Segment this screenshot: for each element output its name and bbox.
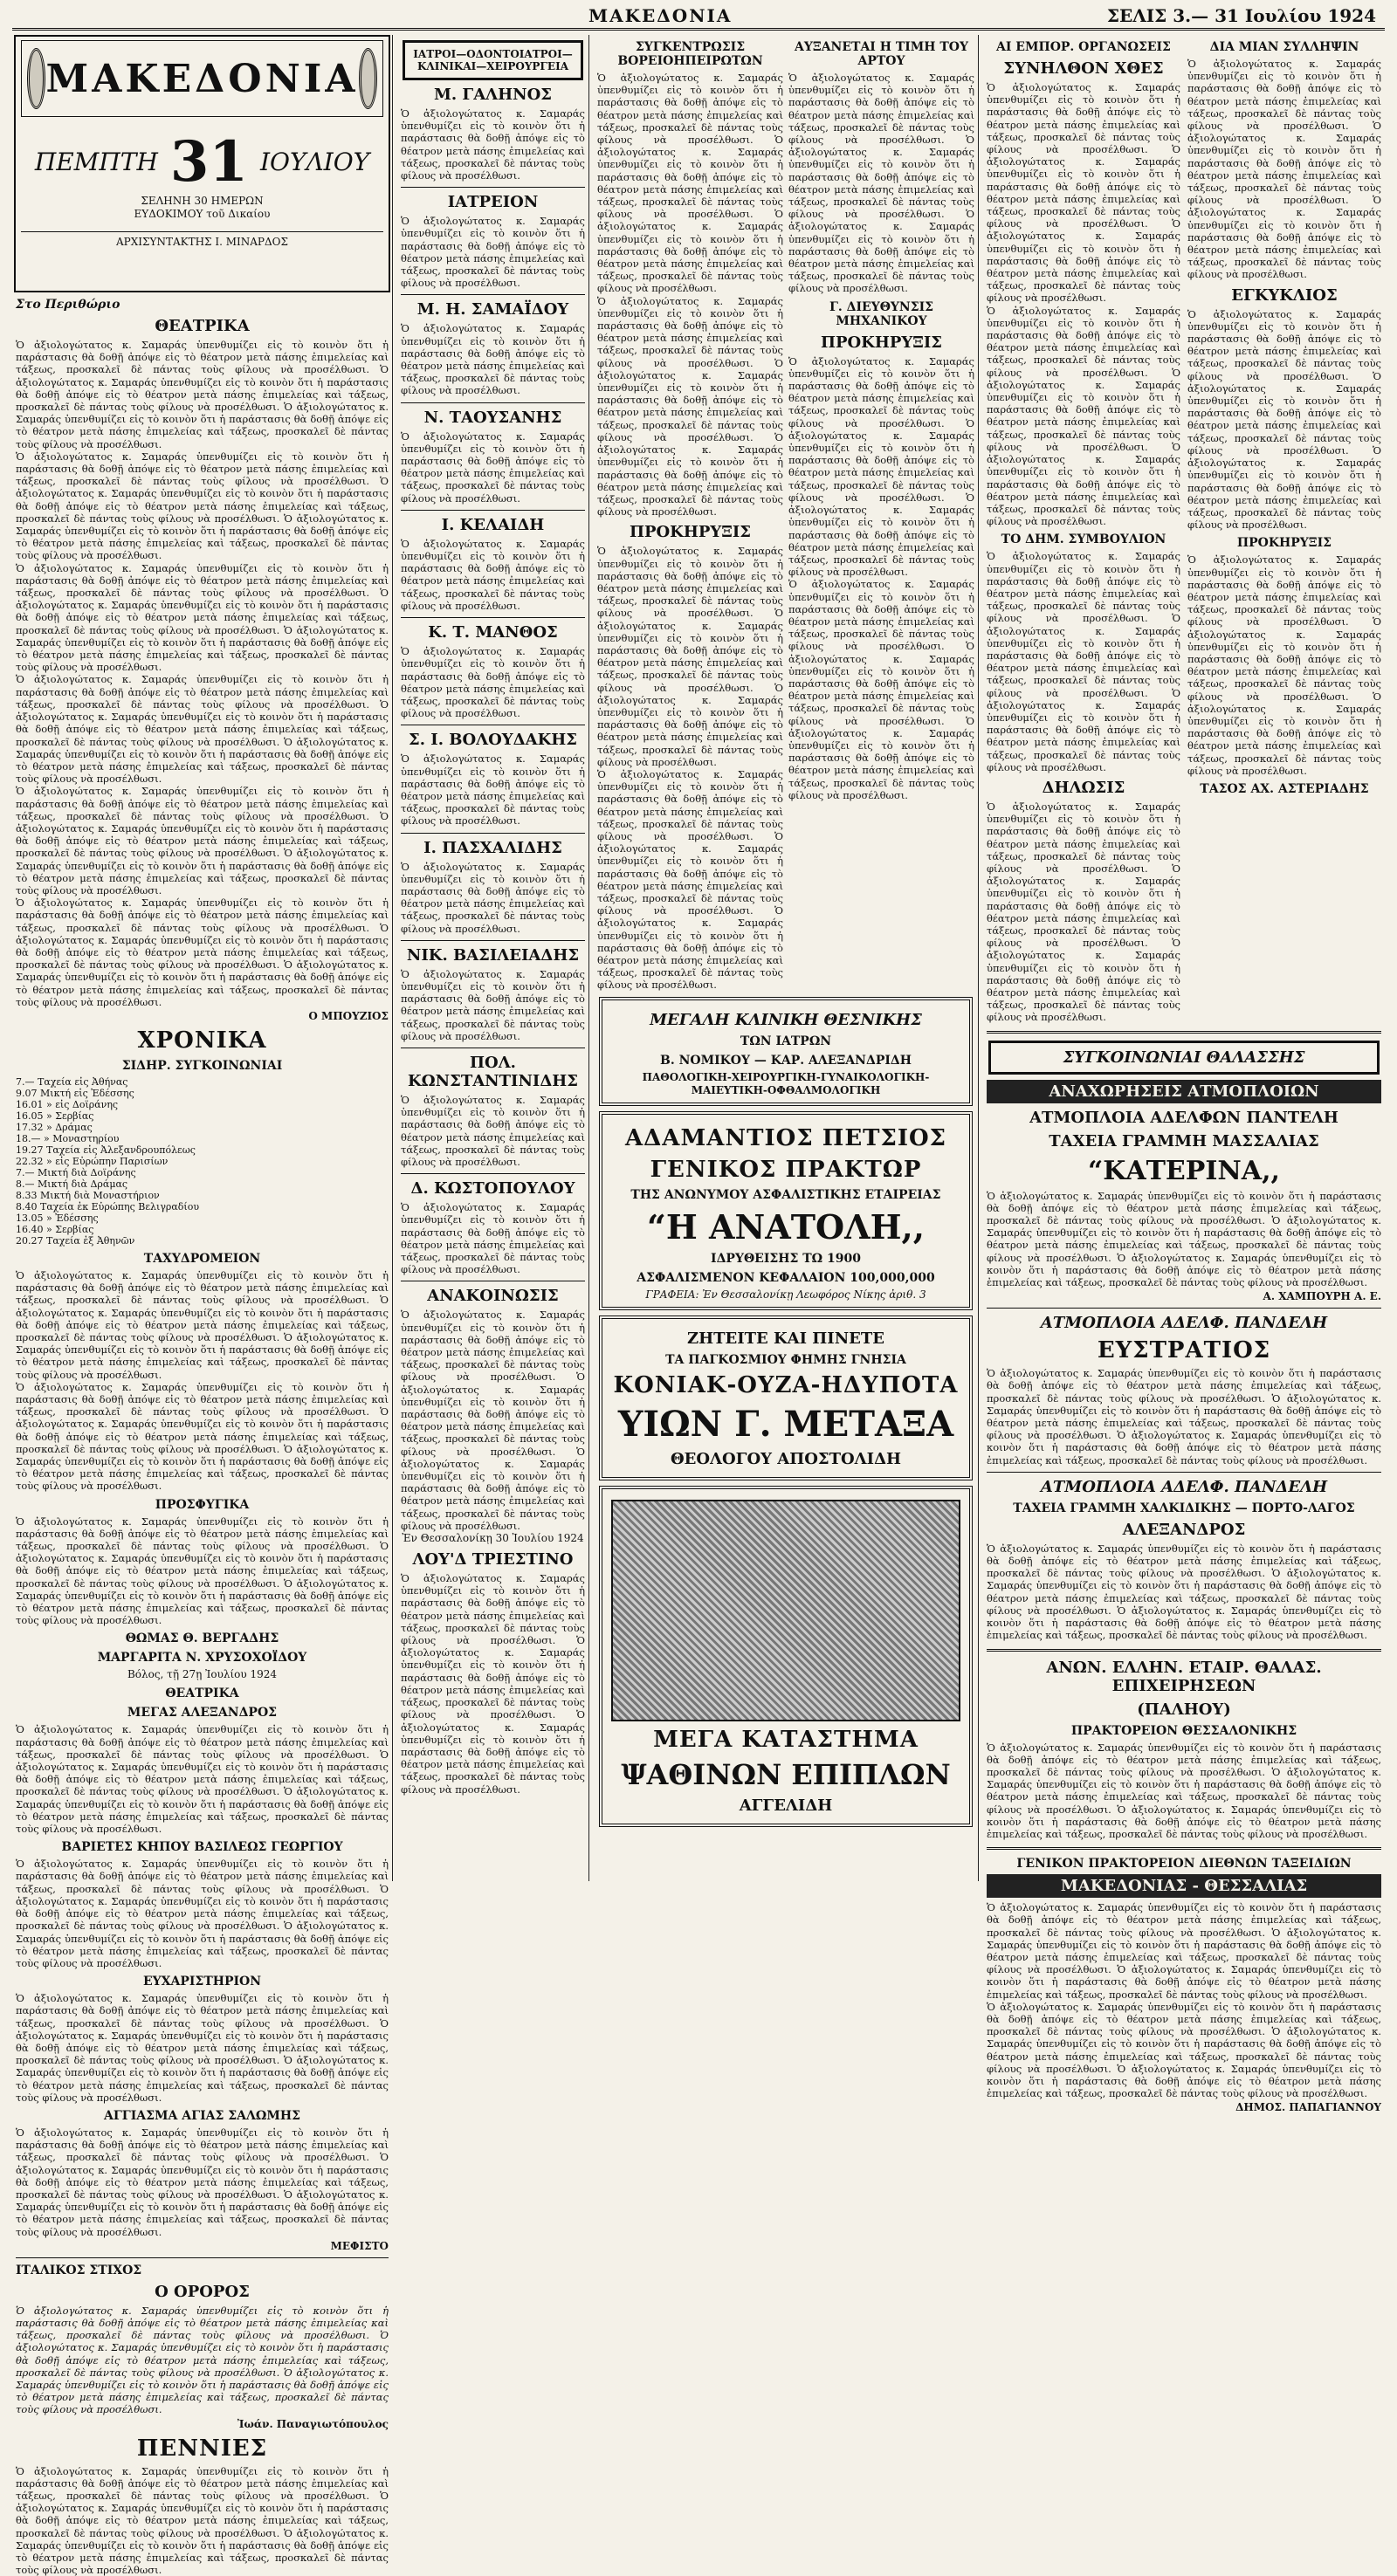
article-body: Ὁ ἀξιολογώτατος κ. Σαμαράς ὑπενθυμίζει εἰς τὸ κοινὸν ὅτι ἡ παράστασις θὰ δοθῇ ἀπόψε εἰς τὸ θέατρον μετὰ πάσης ἐπιμελείας καὶ τάξεως, προσκαλεῖ δὲ πάντας τοὺς φίλους νὰ προσέλθωσι. Ὁ ἀξιολογώτατος κ. Σαμαράς ὑπενθυμίζει εἰς τὸ κοινὸν ὅτι ἡ παράστασις θὰ δοθῇ ἀπόψε εἰς τὸ θέατρον μετὰ πάσης ἐπιμελείας καὶ τάξεως, προσκαλεῖ δὲ πάντας τοὺς φίλους νὰ προσέλθωσι. Ὁ ἀξιολογώτατος κ. Σαμαράς ὑπενθυμίζει εἰς τὸ κοινὸν ὅτι ἡ παράστασις θὰ δοθῇ ἀπόψε εἰς τὸ θέατρον μετὰ πάσης ἐπιμελείας καὶ τάξεως, προσκαλεῖ δὲ πάντας τοὺς φίλους νὰ προσέλθωσι.	[987, 1901, 1381, 2001]
article-body: Ὁ ἀξιολογώτατος κ. Σαμαράς ὑπενθυμίζει εἰς τὸ κοινὸν ὅτι ἡ παράστασις θὰ δοθῇ ἀπόψε εἰς τὸ θέατρον μετὰ πάσης ἐπιμελείας καὶ τάξεως, προσκαλεῖ δὲ πάντας τοὺς φίλους νὰ προσέλθωσι. Ὁ ἀξιολογώτατος κ. Σαμαράς ὑπενθυμίζει εἰς τὸ κοινὸν ὅτι ἡ παράστασις θὰ δοθῇ ἀπόψε εἰς τὸ θέατρον μετὰ πάσης ἐπιμελείας καὶ τάξεως, προσκαλεῖ δὲ πάντας τοὺς φίλους νὰ προσέλθωσι. Ὁ ἀξιολογώτατος κ. Σαμαράς ὑπενθυμίζει εἰς τὸ κοινὸν ὅτι ἡ παράστασις θὰ δοθῇ ἀπόψε εἰς τὸ θέατρον μετὰ πάσης ἐπιμελείας καὶ τάξεως, προσκαλεῖ δὲ πάντας τοὺς φίλους νὰ προσέλθωσι.	[987, 81, 1180, 305]
article-body: Ὁ ἀξιολογώτατος κ. Σαμαράς ὑπενθυμίζει εἰς τὸ κοινὸν ὅτι ἡ παράστασις θὰ δοθῇ ἀπόψε εἰς τὸ θέατρον μετὰ πάσης ἐπιμελείας καὶ τάξεως, προσκαλεῖ δὲ πάντας τοὺς φίλους νὰ προσέλθωσι. Ὁ ἀξιολογώτατος κ. Σαμαράς ὑπενθυμίζει εἰς τὸ κοινὸν ὅτι ἡ παράστασις θὰ δοθῇ ἀπόψε εἰς τὸ θέατρον μετὰ πάσης ἐπιμελείας καὶ τάξεως, προσκαλεῖ δὲ πάντας τοὺς φίλους νὰ προσέλθωσι. Ὁ ἀξιολογώτατος κ. Σαμαράς ὑπενθυμίζει εἰς τὸ κοινὸν ὅτι ἡ παράστασις θὰ δοθῇ ἀπόψε εἰς τὸ θέατρον μετὰ πάσης ἐπιμελείας καὶ τάξεως, προσκαλεῖ δὲ πάντας τοὺς φίλους νὰ προσέλθωσι.	[788, 354, 974, 579]
article-body: Ὁ ἀξιολογώτατος κ. Σαμαράς ὑπενθυμίζει εἰς τὸ κοινὸν ὅτι ἡ παράστασις θὰ δοθῇ ἀπόψε εἰς τὸ θέατρον μετὰ πάσης ἐπιμελείας καὶ τάξεως, προσκαλεῖ δὲ πάντας τοὺς φίλους νὰ προσέλθωσι. Ὁ ἀξιολογώτατος κ. Σαμαράς ὑπενθυμίζει εἰς τὸ κοινὸν ὅτι ἡ παράστασις θὰ δοθῇ ἀπόψε εἰς τὸ θέατρον μετὰ πάσης ἐπιμελείας καὶ τάξεως, προσκαλεῖ δὲ πάντας τοὺς φίλους νὰ προσέλθωσι. Ὁ ἀξιολογώτατος κ. Σαμαράς ὑπενθυμίζει εἰς τὸ κοινὸν ὅτι ἡ παράστασις θὰ δοθῇ ἀπόψε εἰς τὸ θέατρον μετὰ πάσης ἐπιμελείας καὶ τάξεως, προσκαλεῖ δὲ πάντας τοὺς φίλους νὰ προσέλθωσι.	[16, 2126, 389, 2238]
prok-heading: ΠΡΟΚΗΡΥΞΙΣ	[1236, 536, 1332, 551]
metaxa-top: ΖΗΤΕΙΤΕ ΚΑΙ ΠΙΝΕΤΕ	[686, 1329, 885, 1348]
ship-line: ΤΑΧΕΙΑ ΓΡΑΜΜΗ ΧΑΛΚΙΔΙΚΗΣ — ΠΟΡΤΟ-ΛΑΓΟΣ	[1013, 1501, 1355, 1515]
rail-heading: ΣΙΔΗΡ. ΣΥΓΚΟΙΝΩΝΙΑΙ	[121, 1058, 283, 1073]
metaxa-products: ΚΟΝΙΑΚ-ΟΥΖΑ-ΗΔΥΠΟΤΑ	[613, 1371, 959, 1398]
rail-row: 8.40 Ταχεία ἐκ Εὐρώπης Βελιγραδίου	[16, 1200, 200, 1212]
header-masthead: ΜΑΚΕΔΟΝΙΑ	[588, 5, 733, 26]
rail-row: 19.27 Ταχεία εἰς Ἀλεξανδρουπόλεως	[16, 1144, 196, 1156]
column-3	[594, 35, 979, 1881]
doctor-name: Ν. ΤΑΟΥΣΑΝΗΣ	[423, 408, 562, 427]
doctor-name: Ι. ΠΑΣΧΑΛΙΔΗΣ	[423, 838, 562, 857]
article-body: Ὁ ἀξιολογώτατος κ. Σαμαράς ὑπενθυμίζει εἰς τὸ κοινὸν ὅτι ἡ παράστασις θὰ δοθῇ ἀπόψε εἰς τὸ θέατρον μετὰ πάσης ἐπιμελείας καὶ τάξεως, προσκαλεῖ δὲ πάντας τοὺς φίλους νὰ προσέλθωσι. Ὁ ἀξιολογώτατος κ. Σαμαράς ὑπενθυμίζει εἰς τὸ κοινὸν ὅτι ἡ παράστασις θὰ δοθῇ ἀπόψε εἰς τὸ θέατρον μετὰ πάσης ἐπιμελείας καὶ τάξεως, προσκαλεῖ δὲ πάντας τοὺς φίλους νὰ προσέλθωσι. Ὁ ἀξιολογώτατος κ. Σαμαράς ὑπενθυμίζει εἰς τὸ κοινὸν ὅτι ἡ παράστασις θὰ δοθῇ ἀπόψε εἰς τὸ θέατρον μετὰ πάσης ἐπιμελείας καὶ τάξεως, προσκαλεῖ δὲ πάντας τοὺς φίλους νὰ προσέλθωσι.	[401, 1309, 585, 1532]
article-body: Ὁ ἀξιολογώτατος κ. Σαμαράς ὑπενθυμίζει εἰς τὸ κοινὸν ὅτι ἡ παράστασις θὰ δοθῇ ἀπόψε εἰς τὸ θέατρον μετὰ πάσης ἐπιμελείας καὶ τάξεως, προσκαλεῖ δὲ πάντας τοὺς φίλους νὰ προσέλθωσι. Ὁ ἀξιολογώτατος κ. Σαμαράς ὑπενθυμίζει εἰς τὸ κοινὸν ὅτι ἡ παράστασις θὰ δοθῇ ἀπόψε εἰς τὸ θέατρον μετὰ πάσης ἐπιμελείας καὶ τάξεως, προσκαλεῖ δὲ πάντας τοὺς φίλους νὰ προσέλθωσι. Ὁ ἀξιολογώτατος κ. Σαμαράς ὑπενθυμίζει εἰς τὸ κοινὸν ὅτι ἡ παράστασις θὰ δοθῇ ἀπόψε εἰς τὸ θέατρον μετὰ πάσης ἐπιμελείας καὶ τάξεως, προσκαλεῖ δὲ πάντας τοὺς φίλους νὰ προσέλθωσι.	[987, 800, 1180, 1024]
rail-row: 18.— » Μοναστηρίου	[16, 1132, 120, 1144]
clinic-doctors: Β. ΝΟΜΙΚΟΥ — ΚΑΡ. ΑΛΕΞΑΝΔΡΙΔΗ	[660, 1053, 912, 1068]
doctor-ad-body: Ὁ ἀξιολογώτατος κ. Σαμαράς ὑπενθυμίζει εἰς τὸ κοινὸν ὅτι ἡ παράστασις θὰ δοθῇ ἀπόψε εἰς τὸ θέατρον μετὰ πάσης ἐπιμελείας καὶ τάξεως, προσκαλεῖ δὲ πάντας τοὺς φίλους νὰ προσέλθωσι.	[401, 107, 585, 182]
byline: Ο ΜΠΟΥΖΙΟΣ	[308, 1009, 389, 1022]
rail-row: 16.40 » Σερβίας	[16, 1223, 94, 1235]
eucharist-heading: ΕΥΧΑΡΙΣΤΗΡΙΟΝ	[142, 1975, 262, 1989]
sea-heading: ΣΥΓΚΟΙΝΩΝΙΑΙ ΘΑΛΑΣΣΗΣ	[988, 1041, 1380, 1075]
insurance-capital: ΑΣΦΑΛΙΣΜΕΝΟΝ ΚΕΦΑΛΑΙΟΝ 100,000,000	[637, 1270, 935, 1285]
doctor-ad-body: Ὁ ἀξιολογώτατος κ. Σαμαράς ὑπενθυμίζει εἰς τὸ κοινὸν ὅτι ἡ παράστασις θὰ δοθῇ ἀπόψε εἰς τὸ θέατρον μετὰ πάσης ἐπιμελείας καὶ τάξεως, προσκαλεῖ δὲ πάντας τοὺς φίλους νὰ προσέλθωσι.	[401, 967, 585, 1042]
sea-subheading: ΑΝΑΧΩΡΗΣΕΙΣ ΑΤΜΟΠΛΟΙΩΝ	[987, 1080, 1381, 1103]
doctor-name: ΠΟΛ. ΚΩΝΣΤΑΝΤΙΝΙΔΗΣ	[407, 1053, 579, 1090]
doctor-name: Κ. Τ. ΜΑΝΘΟΣ	[428, 623, 558, 642]
rail-row: 9.07 Μικτή εἰς Ἐδέσσης	[16, 1087, 134, 1099]
article-body: Ὁ ἀξιολογώτατος κ. Σαμαράς ὑπενθυμίζει εἰς τὸ κοινὸν ὅτι ἡ παράστασις θὰ δοθῇ ἀπόψε εἰς τὸ θέατρον μετὰ πάσης ἐπιμελείας καὶ τάξεως, προσκαλεῖ δὲ πάντας τοὺς φίλους νὰ προσέλθωσι. Ὁ ἀξιολογώτατος κ. Σαμαράς ὑπενθυμίζει εἰς τὸ κοινὸν ὅτι ἡ παράστασις θὰ δοθῇ ἀπόψε εἰς τὸ θέατρον μετὰ πάσης ἐπιμελείας καὶ τάξεως, προσκαλεῖ δὲ πάντας τοὺς φίλους νὰ προσέλθωσι. Ὁ ἀξιολογώτατος κ. Σαμαράς ὑπενθυμίζει εἰς τὸ κοινὸν ὅτι ἡ παράστασις θὰ δοθῇ ἀπόψε εἰς τὸ θέατρον μετὰ πάσης ἐπιμελείας καὶ τάξεως, προσκαλεῖ δὲ πάντας τοὺς φίλους νὰ προσέλθωσι.	[16, 450, 389, 562]
prok-heading: ΠΡΟΚΗΡΥΞΙΣ	[629, 523, 752, 542]
travel-sub: ΜΑΚΕΔΟΝΙΑΣ - ΘΕΣΣΑΛΙΑΣ	[987, 1874, 1381, 1898]
article-body: Ὁ ἀξιολογώτατος κ. Σαμαράς ὑπενθυμίζει εἰς τὸ κοινὸν ὅτι ἡ παράστασις θὰ δοθῇ ἀπόψε εἰς τὸ θέατρον μετὰ πάσης ἐπιμελείας καὶ τάξεως, προσκαλεῖ δὲ πάντας τοὺς φίλους νὰ προσέλθωσι. Ὁ ἀξιολογώτατος κ. Σαμαράς ὑπενθυμίζει εἰς τὸ κοινὸν ὅτι ἡ παράστασις θὰ δοθῇ ἀπόψε εἰς τὸ θέατρον μετὰ πάσης ἐπιμελείας καὶ τάξεως, προσκαλεῖ δὲ πάντας τοὺς φίλους νὰ προσέλθωσι. Ὁ ἀξιολογώτατος κ. Σαμαράς ὑπενθυμίζει εἰς τὸ κοινὸν ὅτι ἡ παράστασις θὰ δοθῇ ἀπόψε εἰς τὸ θέατρον μετὰ πάσης ἐπιμελείας καὶ τάξεως, προσκαλεῖ δὲ πάντας τοὺς φίλους νὰ προσέλθωσι.	[987, 2000, 1381, 2100]
agent-name: ΑΔΑΜΑΝΤΙΟΣ ΠΕΤΣΙΟΣ	[624, 1124, 947, 1151]
column-4	[983, 35, 1385, 2114]
doctor-name: Μ. ΓΑΛΗΝΟΣ	[433, 86, 553, 104]
doctor-ad-body: Ὁ ἀξιολογώτατος κ. Σαμαράς ὑπενθυμίζει εἰς τὸ κοινὸν ὅτι ἡ παράστασις θὰ δοθῇ ἀπόψε εἰς τὸ θέατρον μετὰ πάσης ἐπιμελείας καὶ τάξεως, προσκαλεῖ δὲ πάντας τοὺς φίλους νὰ προσέλθωσι.	[401, 752, 585, 828]
travel-heading: ΓΕΝΙΚΟΝ ΠΡΑΚΤΟΡΕΙΟΝ ΔΙΕΘΝΩΝ ΤΑΞΕΙΔΙΩΝ	[1016, 1857, 1352, 1872]
article-heading: ΑΙ ΕΜΠΟΡ. ΟΡΓΑΝΩΣΕΙΣ	[996, 40, 1171, 54]
store-owner: ΑΓΓΕΛΙΔΗ	[739, 1796, 833, 1815]
company-sub: (ΠΑΛΗΟΥ)	[1137, 1700, 1231, 1719]
article-heading: ΔΙΑ ΜΙΑΝ ΣΥΛΛΗΨΙΝ	[1209, 40, 1359, 54]
article-body: Ὁ ἀξιολογώτατος κ. Σαμαράς ὑπενθυμίζει εἰς τὸ κοινὸν ὅτι ἡ παράστασις θὰ δοθῇ ἀπόψε εἰς τὸ θέατρον μετὰ πάσης ἐπιμελείας καὶ τάξεως, προσκαλεῖ δὲ πάντας τοὺς φίλους νὰ προσέλθωσι. Ὁ ἀξιολογώτατος κ. Σαμαράς ὑπενθυμίζει εἰς τὸ κοινὸν ὅτι ἡ παράστασις θὰ δοθῇ ἀπόψε εἰς τὸ θέατρον μετὰ πάσης ἐπιμελείας καὶ τάξεως, προσκαλεῖ δὲ πάντας τοὺς φίλους νὰ προσέλθωσι. Ὁ ἀξιολογώτατος κ. Σαμαράς ὑπενθυμίζει εἰς τὸ κοινὸν ὅτι ἡ παράστασις θὰ δοθῇ ἀπόψε εἰς τὸ θέατρον μετὰ πάσης ἐπιμελείας καὶ τάξεως, προσκαλεῖ δὲ πάντας τοὺς φίλους νὰ προσέλθωσι.	[16, 673, 389, 786]
varietes-heading: ΒΑΡΙΕΤΕΣ ΚΗΠΟΥ ΒΑΣΙΛΕΩΣ ΓΕΩΡΓΙΟΥ	[61, 1840, 343, 1855]
metaxa-sub: ΤΑ ΠΑΓΚΟΣΜΙΟΥ ΦΗΜΗΣ ΓΝΗΣΙΑ	[665, 1352, 906, 1367]
doctor-name: Σ. Ι. ΒΟΛΟΥΔΑΚΗΣ	[409, 731, 577, 750]
doctors-header: ΙΑΤΡΟΙ—ΟΔΟΝΤΟΙΑΤΡΟΙ—ΚΛΙΝΙΚΑΙ—ΧΕΙΡΟΥΡΓΕΙΑ	[403, 40, 583, 80]
article-body: Ὁ ἀξιολογώτατος κ. Σαμαράς ὑπενθυμίζει εἰς τὸ κοινὸν ὅτι ἡ παράστασις θὰ δοθῇ ἀπόψε εἰς τὸ θέατρον μετὰ πάσης ἐπιμελείας καὶ τάξεως, προσκαλεῖ δὲ πάντας τοὺς φίλους νὰ προσέλθωσι. Ὁ ἀξιολογώτατος κ. Σαμαράς ὑπενθυμίζει εἰς τὸ κοινὸν ὅτι ἡ παράστασις θὰ δοθῇ ἀπόψε εἰς τὸ θέατρον μετὰ πάσης ἐπιμελείας καὶ τάξεως, προσκαλεῖ δὲ πάντας τοὺς φίλους νὰ προσέλθωσι. Ὁ ἀξιολογώτατος κ. Σαμαράς ὑπενθυμίζει εἰς τὸ κοινὸν ὅτι ἡ παράστασις θὰ δοθῇ ἀπόψε εἰς τὸ θέατρον μετὰ πάσης ἐπιμελείας καὶ τάξεως, προσκαλεῖ δὲ πάντας τοὺς φίλους νὰ προσέλθωσι.	[597, 294, 783, 519]
masthead-box	[14, 35, 390, 292]
doctor-name: Ι. ΚΕΛΑΙΔΗ	[441, 515, 545, 534]
doctor-name: ΝΙΚ. ΒΑΣΙΛΕΙΑΔΗΣ	[406, 945, 580, 965]
masthead-date	[21, 129, 383, 195]
article-body: Ὁ ἀξιολογώτατος κ. Σαμαράς ὑπενθυμίζει εἰς τὸ κοινὸν ὅτι ἡ παράστασις θὰ δοθῇ ἀπόψε εἰς τὸ θέατρον μετὰ πάσης ἐπιμελείας καὶ τάξεως, προσκαλεῖ δὲ πάντας τοὺς φίλους νὰ προσέλθωσι. Ὁ ἀξιολογώτατος κ. Σαμαράς ὑπενθυμίζει εἰς τὸ κοινὸν ὅτι ἡ παράστασις θὰ δοθῇ ἀπόψε εἰς τὸ θέατρον μετὰ πάσης ἐπιμελείας καὶ τάξεως, προσκαλεῖ δὲ πάντας τοὺς φίλους νὰ προσέλθωσι. Ὁ ἀξιολογώτατος κ. Σαμαράς ὑπενθυμίζει εἰς τὸ κοινὸν ὅτι ἡ παράστασις θὰ δοθῇ ἀπόψε εἰς τὸ θέατρον μετὰ πάσης ἐπιμελείας καὶ τάξεως, προσκαλεῖ δὲ πάντας τοὺς φίλους νὰ προσέλθωσι.	[1187, 553, 1381, 777]
day-number: 31	[169, 129, 248, 195]
doctor-ad-body: Ὁ ἀξιολογώτατος κ. Σαμαράς ὑπενθυμίζει εἰς τὸ κοινὸν ὅτι ἡ παράστασις θὰ δοθῇ ἀπόψε εἰς τὸ θέατρον μετὰ πάσης ἐπιμελείας καὶ τάξεως, προσκαλεῖ δὲ πάντας τοὺς φίλους νὰ προσέλθωσι.	[401, 322, 585, 397]
section-kicker: Στο Περιθώριο	[16, 298, 120, 312]
editor-line: ΑΡΧΙΣΥΝΤΑΚΤΗΣ Ι. ΜΙΝΑΡΔΟΣ	[21, 231, 383, 248]
doctor-name: ΙΑΤΡΕΙΟΝ	[447, 193, 539, 212]
megas-heading: ΜΕΓΑΣ ΑΛΕΞΑΝΔΡΟΣ	[127, 1706, 278, 1721]
article-body: Ὁ ἀξιολογώτατος κ. Σαμαράς ὑπενθυμίζει εἰς τὸ κοινὸν ὅτι ἡ παράστασις θὰ δοθῇ ἀπόψε εἰς τὸ θέατρον μετὰ πάσης ἐπιμελείας καὶ τάξεως, προσκαλεῖ δὲ πάντας τοὺς φίλους νὰ προσέλθωσι. Ὁ ἀξιολογώτατος κ. Σαμαράς ὑπενθυμίζει εἰς τὸ κοινὸν ὅτι ἡ παράστασις θὰ δοθῇ ἀπόψε εἰς τὸ θέατρον μετὰ πάσης ἐπιμελείας καὶ τάξεως, προσκαλεῖ δὲ πάντας τοὺς φίλους νὰ προσέλθωσι. Ὁ ἀξιολογώτατος κ. Σαμαράς ὑπενθυμίζει εἰς τὸ κοινὸν ὅτι ἡ παράστασις θὰ δοθῇ ἀπόψε εἰς τὸ θέατρον μετὰ πάσης ἐπιμελείας καὶ τάξεως, προσκαλεῖ δὲ πάντας τοὺς φίλους νὰ προσέλθωσι.	[401, 1572, 585, 1796]
insurance-address: ΓΡΑΦΕΙΑ: Ἐν Θεσσαλονίκῃ Λεωφόρος Νίκης ἀριθ. 3	[645, 1288, 926, 1301]
ship-name: “ΚΑΤΕΡΙΝΑ,,	[1088, 1155, 1280, 1186]
mech-heading: Γ. ΔΙΕΥΘΥΝΣΙΣ ΜΗΧΑΝΙΚΟΥ	[829, 299, 934, 328]
clinic-title: ΜΕΓΑΛΗ ΚΛΙΝΙΚΗ ΘΕΣΝΙΚΗΣ	[650, 1010, 922, 1029]
article-body: Ὁ ἀξιολογώτατος κ. Σαμαράς ὑπενθυμίζει εἰς τὸ κοινὸν ὅτι ἡ παράστασις θὰ δοθῇ ἀπόψε εἰς τὸ θέατρον μετὰ πάσης ἐπιμελείας καὶ τάξεως, προσκαλεῖ δὲ πάντας τοὺς φίλους νὰ προσέλθωσι. Ὁ ἀξιολογώτατος κ. Σαμαράς ὑπενθυμίζει εἰς τὸ κοινὸν ὅτι ἡ παράστασις θὰ δοθῇ ἀπόψε εἰς τὸ θέατρον μετὰ πάσης ἐπιμελείας καὶ τάξεως, προσκαλεῖ δὲ πάντας τοὺς φίλους νὰ προσέλθωσι. Ὁ ἀξιολογώτατος κ. Σαμαράς ὑπενθυμίζει εἰς τὸ κοινὸν ὅτι ἡ παράστασις θὰ δοθῇ ἀπόψε εἰς τὸ θέατρον μετὰ πάσης ἐπιμελείας καὶ τάξεως, προσκαλεῖ δὲ πάντας τοὺς φίλους νὰ προσέλθωσι.	[788, 72, 974, 295]
article-body: Ὁ ἀξιολογώτατος κ. Σαμαράς ὑπενθυμίζει εἰς τὸ κοινὸν ὅτι ἡ παράστασις θὰ δοθῇ ἀπόψε εἰς τὸ θέατρον μετὰ πάσης ἐπιμελείας καὶ τάξεως, προσκαλεῖ δὲ πάντας τοὺς φίλους νὰ προσέλθωσι. Ὁ ἀξιολογώτατος κ. Σαμαράς ὑπενθυμίζει εἰς τὸ κοινὸν ὅτι ἡ παράστασις θὰ δοθῇ ἀπόψε εἰς τὸ θέατρον μετὰ πάσης ἐπιμελείας καὶ τάξεως, προσκαλεῖ δὲ πάντας τοὺς φίλους νὰ προσέλθωσι. Ὁ ἀξιολογώτατος κ. Σαμαράς ὑπενθυμίζει εἰς τὸ κοινὸν ὅτι ἡ παράστασις θὰ δοθῇ ἀπόψε εἰς τὸ θέατρον μετὰ πάσης ἐπιμελείας καὶ τάξεως, προσκαλεῖ δὲ πάντας τοὺς φίλους νὰ προσέλθωσι.	[16, 561, 389, 674]
poem-kicker: ΙΤΑΛΙΚΟΣ ΣΤΙΧΟΣ	[16, 2263, 142, 2277]
moon-line: ΣΕΛΗΝΗ 30 ΗΜΕΡΩΝ	[141, 195, 264, 207]
saint-line: ΕΥΔΟΚΙΜΟΥ τοῦ Δικαίου	[134, 208, 271, 220]
chronika-heading: ΧΡΟΝΙΚΑ	[137, 1027, 267, 1054]
ship-agent: Α. ΧΑΜΠΟΥΡΗ Α. Ε.	[1263, 1290, 1381, 1303]
rail-row: 16.05 » Σερβίας	[16, 1109, 94, 1122]
circular-heading: ΕΓΚΥΚΛΙΟΣ	[1231, 285, 1338, 305]
doctor-ad-body: Ὁ ἀξιολογώτατος κ. Σαμαράς ὑπενθυμίζει εἰς τὸ κοινὸν ὅτι ἡ παράστασις θὰ δοθῇ ἀπόψε εἰς τὸ θέατρον μετὰ πάσης ἐπιμελείας καὶ τάξεως, προσκαλεῖ δὲ πάντας τοὺς φίλους νὰ προσέλθωσι.	[401, 645, 585, 720]
coin-emblem-icon	[27, 48, 45, 109]
doctor-ad-body: Ὁ ἀξιολογώτατος κ. Σαμαράς ὑπενθυμίζει εἰς τὸ κοινὸν ὅτι ἡ παράστασις θὰ δοθῇ ἀπόψε εἰς τὸ θέατρον μετὰ πάσης ἐπιμελείας καὶ τάξεως, προσκαλεῖ δὲ πάντας τοὺς φίλους νὰ προσέλθωσι.	[401, 429, 585, 505]
ship-name: ΕΥΣΤΡΑΤΙΟΣ	[1097, 1337, 1271, 1364]
notice-heading: ΑΝΑΚΟΙΝΩΣΙΣ	[427, 1287, 559, 1306]
lloyd-heading: ΛΟΥ'Δ ΤΡΙΕΣΤΙΝΟ	[412, 1550, 574, 1570]
doctor-ad-body: Ὁ ἀξιολογώτατος κ. Σαμαράς ὑπενθυμίζει εἰς τὸ κοινὸν ὅτι ἡ παράστασις θὰ δοθῇ ἀπόψε εἰς τὸ θέατρον μετὰ πάσης ἐπιμελείας καὶ τάξεως, προσκαλεῖ δὲ πάντας τοὺς φίλους νὰ προσέλθωσι.	[401, 1201, 585, 1276]
theatre-heading-2: ΘΕΑΤΡΙΚΑ	[165, 1686, 239, 1701]
pennies-heading: ΠΕΝΝΙΕΣ	[136, 2435, 268, 2462]
company-heading: ΑΝΩΝ. ΕΛΛΗΝ. ΕΤΑΙΡ. ΘΑΛΑΣ. ΕΠΙΧΕΙΡΗΣΕΩΝ	[1046, 1658, 1322, 1695]
article-body: Ὁ ἀξιολογώτατος κ. Σαμαράς ὑπενθυμίζει εἰς τὸ κοινὸν ὅτι ἡ παράστασις θὰ δοθῇ ἀπόψε εἰς τὸ θέατρον μετὰ πάσης ἐπιμελείας καὶ τάξεως, προσκαλεῖ δὲ πάντας τοὺς φίλους νὰ προσέλθωσι. Ὁ ἀξιολογώτατος κ. Σαμαράς ὑπενθυμίζει εἰς τὸ κοινὸν ὅτι ἡ παράστασις θὰ δοθῇ ἀπόψε εἰς τὸ θέατρον μετὰ πάσης ἐπιμελείας καὶ τάξεως, προσκαλεῖ δὲ πάντας τοὺς φίλους νὰ προσέλθωσι. Ὁ ἀξιολογώτατος κ. Σαμαράς ὑπενθυμίζει εἰς τὸ κοινὸν ὅτι ἡ παράστασις θὰ δοθῇ ἀπόψε εἰς τὸ θέατρον μετὰ πάσης ἐπιμελείας καὶ τάξεως, προσκαλεῖ δὲ πάντας τοὺς φίλους νὰ προσέλθωσι.	[16, 1515, 389, 1627]
council-heading: ΤΟ ΔΗΜ. ΣΥΜΒΟΥΛΙΟΝ	[1001, 532, 1166, 547]
ship-name: ΑΛΕΞΑΝΔΡΟΣ	[1122, 1520, 1246, 1539]
article-body: Ὁ ἀξιολογώτατος κ. Σαμαράς ὑπενθυμίζει εἰς τὸ κοινὸν ὅτι ἡ παράστασις θὰ δοθῇ ἀπόψε εἰς τὸ θέατρον μετὰ πάσης ἐπιμελείας καὶ τάξεως, προσκαλεῖ δὲ πάντας τοὺς φίλους νὰ προσέλθωσι. Ὁ ἀξιολογώτατος κ. Σαμαράς ὑπενθυμίζει εἰς τὸ κοινὸν ὅτι ἡ παράστασις θὰ δοθῇ ἀπόψε εἰς τὸ θέατρον μετὰ πάσης ἐπιμελείας καὶ τάξεως, προσκαλεῖ δὲ πάντας τοὺς φίλους νὰ προσέλθωσι. Ὁ ἀξιολογώτατος κ. Σαμαράς ὑπενθυμίζει εἰς τὸ κοινὸν ὅτι ἡ παράστασις θὰ δοθῇ ἀπόψε εἰς τὸ θέατρον μετὰ πάσης ἐπιμελείας καὶ τάξεως, προσκαλεῖ δὲ πάντας τοὺς φίλους νὰ προσέλθωσι.	[1187, 307, 1381, 532]
rail-row: 7.— Μικτή διὰ Δοϊράνης	[16, 1166, 136, 1178]
clinic-ad	[599, 997, 973, 1106]
poem-byline: Ἰωάν. Παναγιωτόπουλος	[237, 2417, 389, 2430]
ship-company: ΑΤΜΟΠΛΟΙΑ ΑΔΕΛΦΩΝ ΠΑΝΤΕΛΗ	[1029, 1108, 1339, 1127]
article-heading: ΑΥΞΑΝΕΤΑΙ Η ΤΙΜΗ ΤΟΥ ΑΡΤΟΥ	[794, 40, 968, 68]
article-body: Ὁ ἀξιολογώτατος κ. Σαμαράς ὑπενθυμίζει εἰς τὸ κοινὸν ὅτι ἡ παράστασις θὰ δοθῇ ἀπόψε εἰς τὸ θέατρον μετὰ πάσης ἐπιμελείας καὶ τάξεως, προσκαλεῖ δὲ πάντας τοὺς φίλους νὰ προσέλθωσι. Ὁ ἀξιολογώτατος κ. Σαμαράς ὑπενθυμίζει εἰς τὸ κοινὸν ὅτι ἡ παράστασις θὰ δοθῇ ἀπόψε εἰς τὸ θέατρον μετὰ πάσης ἐπιμελείας καὶ τάξεως, προσκαλεῖ δὲ πάντας τοὺς φίλους νὰ προσέλθωσι. Ὁ ἀξιολογώτατος κ. Σαμαράς ὑπενθυμίζει εἰς τὸ κοινὸν ὅτι ἡ παράστασις θὰ δοθῇ ἀπόψε εἰς τὸ θέατρον μετὰ πάσης ἐπιμελείας καὶ τάξεως, προσκαλεῖ δὲ πάντας τοὺς φίλους νὰ προσέλθωσι.	[16, 2464, 389, 2576]
clinic-sub: ΤΩΝ ΙΑΤΡΩΝ	[740, 1034, 832, 1048]
store-title: ΜΕΓΑ ΚΑΤΑΣΤΗΜΑ	[653, 1726, 919, 1753]
rail-row: 17.32 » Δράμας	[16, 1121, 93, 1133]
rail-timetable	[16, 1076, 389, 1247]
company-office: ΠΡΑΚΤΟΡΕΙΟΝ ΘΕΣΣΑΛΟΝΙΚΗΣ	[1070, 1723, 1297, 1738]
wedding-name-2: ΜΑΡΓΑΡΙΤΑ Ν. ΧΡΥΣΟΧΟΪΔΟΥ	[97, 1651, 307, 1666]
travel-signature: ΔΗΜΟΣ. ΠΑΠΑΓΙΑΝΝΟΥ	[1235, 2101, 1381, 2114]
rail-row: 13.05 » Ἐδέσσης	[16, 1212, 99, 1224]
article-body: Ὁ ἀξιολογώτατος κ. Σαμαράς ὑπενθυμίζει εἰς τὸ κοινὸν ὅτι ἡ παράστασις θὰ δοθῇ ἀπόψε εἰς τὸ θέατρον μετὰ πάσης ἐπιμελείας καὶ τάξεως, προσκαλεῖ δὲ πάντας τοὺς φίλους νὰ προσέλθωσι. Ὁ ἀξιολογώτατος κ. Σαμαράς ὑπενθυμίζει εἰς τὸ κοινὸν ὅτι ἡ παράστασις θὰ δοθῇ ἀπόψε εἰς τὸ θέατρον μετὰ πάσης ἐπιμελείας καὶ τάξεως, προσκαλεῖ δὲ πάντας τοὺς φίλους νὰ προσέλθωσι. Ὁ ἀξιολογώτατος κ. Σαμαράς ὑπενθυμίζει εἰς τὸ κοινὸν ὅτι ἡ παράστασις θὰ δοθῇ ἀπόψε εἰς τὸ θέατρον μετὰ πάσης ἐπιμελείας καὶ τάξεως, προσκαλεῖ δὲ πάντας τοὺς φίλους νὰ προσέλθωσι.	[987, 1367, 1381, 1467]
metaxa-maker: ΥΙΩΝ Γ. ΜΕΤΑΞΑ	[617, 1403, 954, 1445]
header-page-date: ΣΕΛΙΣ 3.— 31 Ιουλίου 1924	[1106, 5, 1376, 26]
coin-emblem-icon	[359, 48, 377, 109]
rail-row: 16.01 » εἰς Δοϊράνης	[16, 1098, 119, 1110]
masthead-title: ΜΑΚΕΔΟΝΙΑ	[45, 56, 359, 101]
article-body: Ὁ ἀξιολογώτατος κ. Σαμαράς ὑπενθυμίζει εἰς τὸ κοινὸν ὅτι ἡ παράστασις θὰ δοθῇ ἀπόψε εἰς τὸ θέατρον μετὰ πάσης ἐπιμελείας καὶ τάξεως, προσκαλεῖ δὲ πάντας τοὺς φίλους νὰ προσέλθωσι. Ὁ ἀξιολογώτατος κ. Σαμαράς ὑπενθυμίζει εἰς τὸ κοινὸν ὅτι ἡ παράστασις θὰ δοθῇ ἀπόψε εἰς τὸ θέατρον μετὰ πάσης ἐπιμελείας καὶ τάξεως, προσκαλεῖ δὲ πάντας τοὺς φίλους νὰ προσέλθωσι. Ὁ ἀξιολογώτατος κ. Σαμαράς ὑπενθυμίζει εἰς τὸ κοινὸν ὅτι ἡ παράστασις θὰ δοθῇ ἀπόψε εἰς τὸ θέατρον μετὰ πάσης ἐπιμελείας καὶ τάξεως, προσκαλεῖ δὲ πάντας τοὺς φίλους νὰ προσέλθωσι.	[16, 785, 389, 896]
article-heading: ΣΥΓΚΕΝΤΡΩΣΙΣ ΒΟΡΕΙΟΗΠΕΙΡΩΤΩΝ	[617, 40, 763, 68]
metaxa-ad	[599, 1315, 973, 1480]
article-body: Ὁ ἀξιολογώτατος κ. Σαμαράς ὑπενθυμίζει εἰς τὸ κοινὸν ὅτι ἡ παράστασις θὰ δοθῇ ἀπόψε εἰς τὸ θέατρον μετὰ πάσης ἐπιμελείας καὶ τάξεως, προσκαλεῖ δὲ πάντας τοὺς φίλους νὰ προσέλθωσι. Ὁ ἀξιολογώτατος κ. Σαμαράς ὑπενθυμίζει εἰς τὸ κοινὸν ὅτι ἡ παράστασις θὰ δοθῇ ἀπόψε εἰς τὸ θέατρον μετὰ πάσης ἐπιμελείας καὶ τάξεως, προσκαλεῖ δὲ πάντας τοὺς φίλους νὰ προσέλθωσι. Ὁ ἀξιολογώτατος κ. Σαμαράς ὑπενθυμίζει εἰς τὸ κοινὸν ὅτι ἡ παράστασις θὰ δοθῇ ἀπόψε εἰς τὸ θέατρον μετὰ πάσης ἐπιμελείας καὶ τάξεως, προσκαλεῖ δὲ πάντας τοὺς φίλους νὰ προσέλθωσι.	[987, 1542, 1381, 1642]
article-body: Ὁ ἀξιολογώτατος κ. Σαμαράς ὑπενθυμίζει εἰς τὸ κοινὸν ὅτι ἡ παράστασις θὰ δοθῇ ἀπόψε εἰς τὸ θέατρον μετὰ πάσης ἐπιμελείας καὶ τάξεως, προσκαλεῖ δὲ πάντας τοὺς φίλους νὰ προσέλθωσι. Ὁ ἀξιολογώτατος κ. Σαμαράς ὑπενθυμίζει εἰς τὸ κοινὸν ὅτι ἡ παράστασις θὰ δοθῇ ἀπόψε εἰς τὸ θέατρον μετὰ πάσης ἐπιμελείας καὶ τάξεως, προσκαλεῖ δὲ πάντας τοὺς φίλους νὰ προσέλθωσι. Ὁ ἀξιολογώτατος κ. Σαμαράς ὑπενθυμίζει εἰς τὸ κοινὸν ὅτι ἡ παράστασις θὰ δοθῇ ἀπόψε εἰς τὸ θέατρον μετὰ πάσης ἐπιμελείας καὶ τάξεως, προσκαλεῖ δὲ πάντας τοὺς φίλους νὰ προσέλθωσι.	[16, 1858, 389, 1969]
post-heading: ΤΑΧΥΔΡΟΜΕΙΟΝ	[143, 1251, 261, 1266]
furniture-photo	[611, 1500, 960, 1721]
article-body: Ὁ ἀξιολογώτατος κ. Σαμαράς ὑπενθυμίζει εἰς τὸ κοινὸν ὅτι ἡ παράστασις θὰ δοθῇ ἀπόψε εἰς τὸ θέατρον μετὰ πάσης ἐπιμελείας καὶ τάξεως, προσκαλεῖ δὲ πάντας τοὺς φίλους νὰ προσέλθωσι. Ὁ ἀξιολογώτατος κ. Σαμαράς ὑπενθυμίζει εἰς τὸ κοινὸν ὅτι ἡ παράστασις θὰ δοθῇ ἀπόψε εἰς τὸ θέατρον μετὰ πάσης ἐπιμελείας καὶ τάξεως, προσκαλεῖ δὲ πάντας τοὺς φίλους νὰ προσέλθωσι. Ὁ ἀξιολογώτατος κ. Σαμαράς ὑπενθυμίζει εἰς τὸ κοινὸν ὅτι ἡ παράστασις θὰ δοθῇ ἀπόψε εἰς τὸ θέατρον μετὰ πάσης ἐπιμελείας καὶ τάξεως, προσκαλεῖ δὲ πάντας τοὺς φίλους νὰ προσέλθωσι.	[788, 578, 974, 801]
ship-line: ΤΑΧΕΙΑ ΓΡΑΜΜΗ ΜΑΣΣΑΛΙΑΣ	[1049, 1131, 1319, 1151]
rail-row: 7.— Ταχεία εἰς Ἀθήνας	[16, 1075, 128, 1088]
rail-row: 8.33 Μικτή διὰ Μοναστήριον	[16, 1189, 160, 1201]
masthead-logo	[21, 40, 383, 117]
clinic-specialties: ΠΑΘΟΛΟΓΙΚΗ-ΧΕΙΡΟΥΡΓΙΚΗ-ΓΥΝΑΙΚΟΛΟΓΙΚΗ-ΜΑΙΕΥΤΙΚΗ-ΟΦΘΑΛΜΟΛΟΓΙΚΗ	[642, 1070, 930, 1096]
prok-heading: ΠΡΟΚΗΡΥΞΙΣ	[820, 333, 943, 352]
doctor-ad-name: ΤΑΣΟΣ ΑΧ. ΑΣΤΕΡΙΑΔΗΣ	[1200, 781, 1369, 796]
article-body: Ὁ ἀξιολογώτατος κ. Σαμαράς ὑπενθυμίζει εἰς τὸ κοινὸν ὅτι ἡ παράστασις θὰ δοθῇ ἀπόψε εἰς τὸ θέατρον μετὰ πάσης ἐπιμελείας καὶ τάξεως, προσκαλεῖ δὲ πάντας τοὺς φίλους νὰ προσέλθωσι. Ὁ ἀξιολογώτατος κ. Σαμαράς ὑπενθυμίζει εἰς τὸ κοινὸν ὅτι ἡ παράστασις θὰ δοθῇ ἀπόψε εἰς τὸ θέατρον μετὰ πάσης ἐπιμελείας καὶ τάξεως, προσκαλεῖ δὲ πάντας τοὺς φίλους νὰ προσέλθωσι. Ὁ ἀξιολογώτατος κ. Σαμαράς ὑπενθυμίζει εἰς τὸ κοινὸν ὅτι ἡ παράστασις θὰ δοθῇ ἀπόψε εἰς τὸ θέατρον μετὰ πάσης ἐπιμελείας καὶ τάξεως, προσκαλεῖ δὲ πάντας τοὺς φίλους νὰ προσέλθωσι.	[16, 1723, 389, 1836]
ship-company: ΑΤΜΟΠΛΟΙΑ ΑΔΕΛΦ. ΠΑΝΔΕΛΗ	[1040, 1314, 1328, 1333]
insurance-brand: “Η ΑΝΑΤΟΛΗ,,	[647, 1206, 925, 1247]
doctor-ad-body: Ὁ ἀξιολογώτατος κ. Σαμαράς ὑπενθυμίζει εἰς τὸ κοινὸν ὅτι ἡ παράστασις θὰ δοθῇ ἀπόψε εἰς τὸ θέατρον μετὰ πάσης ἐπιμελείας καὶ τάξεως, προσκαλεῖ δὲ πάντας τοὺς φίλους νὰ προσέλθωσι.	[401, 215, 585, 290]
column-2	[397, 35, 589, 1881]
doctor-ad-body: Ὁ ἀξιολογώτατος κ. Σαμαράς ὑπενθυμίζει εἰς τὸ κοινὸν ὅτι ἡ παράστασις θὰ δοθῇ ἀπόψε εἰς τὸ θέατρον μετὰ πάσης ἐπιμελείας καὶ τάξεως, προσκαλεῖ δὲ πάντας τοὺς φίλους νὰ προσέλθωσι.	[401, 860, 585, 935]
doctor-name: Μ. Η. ΣΑΜΑΪΔΟΥ	[416, 300, 569, 319]
theatre-heading: ΘΕΑΤΡΙΚΑ	[155, 317, 250, 335]
byline: ΜΕΦΙΣΤΟ	[330, 2239, 389, 2252]
article-body: Ὁ ἀξιολογώτατος κ. Σαμαράς ὑπενθυμίζει εἰς τὸ κοινὸν ὅτι ἡ παράστασις θὰ δοθῇ ἀπόψε εἰς τὸ θέατρον μετὰ πάσης ἐπιμελείας καὶ τάξεως, προσκαλεῖ δὲ πάντας τοὺς φίλους νὰ προσέλθωσι. Ὁ ἀξιολογώτατος κ. Σαμαράς ὑπενθυμίζει εἰς τὸ κοινὸν ὅτι ἡ παράστασις θὰ δοθῇ ἀπόψε εἰς τὸ θέατρον μετὰ πάσης ἐπιμελείας καὶ τάξεως, προσκαλεῖ δὲ πάντας τοὺς φίλους νὰ προσέλθωσι. Ὁ ἀξιολογώτατος κ. Σαμαράς ὑπενθυμίζει εἰς τὸ κοινὸν ὅτι ἡ παράστασις θὰ δοθῇ ἀπόψε εἰς τὸ θέατρον μετὰ πάσης ἐπιμελείας καὶ τάξεως, προσκαλεῖ δὲ πάντας τοὺς φίλους νὰ προσέλθωσι.	[16, 1380, 389, 1493]
article-body: Ὁ ἀξιολογώτατος κ. Σαμαράς ὑπενθυμίζει εἰς τὸ κοινὸν ὅτι ἡ παράστασις θὰ δοθῇ ἀπόψε εἰς τὸ θέατρον μετὰ πάσης ἐπιμελείας καὶ τάξεως, προσκαλεῖ δὲ πάντας τοὺς φίλους νὰ προσέλθωσι. Ὁ ἀξιολογώτατος κ. Σαμαράς ὑπενθυμίζει εἰς τὸ κοινὸν ὅτι ἡ παράστασις θὰ δοθῇ ἀπόψε εἰς τὸ θέατρον μετὰ πάσης ἐπιμελείας καὶ τάξεως, προσκαλεῖ δὲ πάντας τοὺς φίλους νὰ προσέλθωσι. Ὁ ἀξιολογώτατος κ. Σαμαράς ὑπενθυμίζει εἰς τὸ κοινὸν ὅτι ἡ παράστασις θὰ δοθῇ ἀπόψε εἰς τὸ θέατρον μετὰ πάσης ἐπιμελείας καὶ τάξεως, προσκαλεῖ δὲ πάντας τοὺς φίλους νὰ προσέλθωσι.	[597, 545, 783, 768]
church-heading: ΑΓΓΙΑΣΜΑ ΑΓΙΑΣ ΣΑΛΩΜΗΣ	[104, 2108, 300, 2123]
rail-row: 20.27 Ταχεία ἐξ Ἀθηνῶν	[16, 1234, 135, 1247]
article-body: Ὁ ἀξιολογώτατος κ. Σαμαράς ὑπενθυμίζει εἰς τὸ κοινὸν ὅτι ἡ παράστασις θὰ δοθῇ ἀπόψε εἰς τὸ θέατρον μετὰ πάσης ἐπιμελείας καὶ τάξεως, προσκαλεῖ δὲ πάντας τοὺς φίλους νὰ προσέλθωσι. Ὁ ἀξιολογώτατος κ. Σαμαράς ὑπενθυμίζει εἰς τὸ κοινὸν ὅτι ἡ παράστασις θὰ δοθῇ ἀπόψε εἰς τὸ θέατρον μετὰ πάσης ἐπιμελείας καὶ τάξεως, προσκαλεῖ δὲ πάντας τοὺς φίλους νὰ προσέλθωσι. Ὁ ἀξιολογώτατος κ. Σαμαράς ὑπενθυμίζει εἰς τὸ κοινὸν ὅτι ἡ παράστασις θὰ δοθῇ ἀπόψε εἰς τὸ θέατρον μετὰ πάσης ἐπιμελείας καὶ τάξεως, προσκαλεῖ δὲ πάντας τοὺς φίλους νὰ προσέλθωσι.	[16, 896, 389, 1008]
doctor-name: Δ. ΚΩΣΤΟΠΟΥΛΟΥ	[410, 1179, 575, 1199]
declaration-heading: ΔΗΛΩΣΙΣ	[1042, 778, 1125, 797]
page-header	[12, 5, 1385, 31]
doctors-list	[401, 86, 585, 1281]
doctor-ad-body: Ὁ ἀξιολογώτατος κ. Σαμαράς ὑπενθυμίζει εἰς τὸ κοινὸν ὅτι ἡ παράστασις θὰ δοθῇ ἀπόψε εἰς τὸ θέατρον μετὰ πάσης ἐπιμελείας καὶ τάξεως, προσκαλεῖ δὲ πάντας τοὺς φίλους νὰ προσέλθωσι.	[401, 537, 585, 612]
article-body: Ὁ ἀξιολογώτατος κ. Σαμαράς ὑπενθυμίζει εἰς τὸ κοινὸν ὅτι ἡ παράστασις θὰ δοθῇ ἀπόψε εἰς τὸ θέατρον μετὰ πάσης ἐπιμελείας καὶ τάξεως, προσκαλεῖ δὲ πάντας τοὺς φίλους νὰ προσέλθωσι. Ὁ ἀξιολογώτατος κ. Σαμαράς ὑπενθυμίζει εἰς τὸ κοινὸν ὅτι ἡ παράστασις θὰ δοθῇ ἀπόψε εἰς τὸ θέατρον μετὰ πάσης ἐπιμελείας καὶ τάξεως, προσκαλεῖ δὲ πάντας τοὺς φίλους νὰ προσέλθωσι. Ὁ ἀξιολογώτατος κ. Σαμαράς ὑπενθυμίζει εἰς τὸ κοινὸν ὅτι ἡ παράστασις θὰ δοθῇ ἀπόψε εἰς τὸ θέατρον μετὰ πάσης ἐπιμελείας καὶ τάξεως, προσκαλεῖ δὲ πάντας τοὺς φίλους νὰ προσέλθωσι.	[987, 1189, 1381, 1289]
article-body: Ὁ ἀξιολογώτατος κ. Σαμαράς ὑπενθυμίζει εἰς τὸ κοινὸν ὅτι ἡ παράστασις θὰ δοθῇ ἀπόψε εἰς τὸ θέατρον μετὰ πάσης ἐπιμελείας καὶ τάξεως, προσκαλεῖ δὲ πάντας τοὺς φίλους νὰ προσέλθωσι. Ὁ ἀξιολογώτατος κ. Σαμαράς ὑπενθυμίζει εἰς τὸ κοινὸν ὅτι ἡ παράστασις θὰ δοθῇ ἀπόψε εἰς τὸ θέατρον μετὰ πάσης ἐπιμελείας καὶ τάξεως, προσκαλεῖ δὲ πάντας τοὺς φίλους νὰ προσέλθωσι. Ὁ ἀξιολογώτατος κ. Σαμαράς ὑπενθυμίζει εἰς τὸ κοινὸν ὅτι ἡ παράστασις θὰ δοθῇ ἀπόψε εἰς τὸ θέατρον μετὰ πάσης ἐπιμελείας καὶ τάξεως, προσκαλεῖ δὲ πάντας τοὺς φίλους νὰ προσέλθωσι.	[987, 1741, 1381, 1840]
rail-row: 22.32 » εἰς Εὐρώπην Παρισίων	[16, 1155, 169, 1167]
article-body: Ὁ ἀξιολογώτατος κ. Σαμαράς ὑπενθυμίζει εἰς τὸ κοινὸν ὅτι ἡ παράστασις θὰ δοθῇ ἀπόψε εἰς τὸ θέατρον μετὰ πάσης ἐπιμελείας καὶ τάξεως, προσκαλεῖ δὲ πάντας τοὺς φίλους νὰ προσέλθωσι. Ὁ ἀξιολογώτατος κ. Σαμαράς ὑπενθυμίζει εἰς τὸ κοινὸν ὅτι ἡ παράστασις θὰ δοθῇ ἀπόψε εἰς τὸ θέατρον μετὰ πάσης ἐπιμελείας καὶ τάξεως, προσκαλεῖ δὲ πάντας τοὺς φίλους νὰ προσέλθωσι. Ὁ ἀξιολογώτατος κ. Σαμαράς ὑπενθυμίζει εἰς τὸ κοινὸν ὅτι ἡ παράστασις θὰ δοθῇ ἀπόψε εἰς τὸ θέατρον μετὰ πάσης ἐπιμελείας καὶ τάξεως, προσκαλεῖ δὲ πάντας τοὺς φίλους νὰ προσέλθωσι.	[597, 72, 783, 295]
article-body: Ὁ ἀξιολογώτατος κ. Σαμαράς ὑπενθυμίζει εἰς τὸ κοινὸν ὅτι ἡ παράστασις θὰ δοθῇ ἀπόψε εἰς τὸ θέατρον μετὰ πάσης ἐπιμελείας καὶ τάξεως, προσκαλεῖ δὲ πάντας τοὺς φίλους νὰ προσέλθωσι. Ὁ ἀξιολογώτατος κ. Σαμαράς ὑπενθυμίζει εἰς τὸ κοινὸν ὅτι ἡ παράστασις θὰ δοθῇ ἀπόψε εἰς τὸ θέατρον μετὰ πάσης ἐπιμελείας καὶ τάξεως, προσκαλεῖ δὲ πάντας τοὺς φίλους νὰ προσέλθωσι. Ὁ ἀξιολογώτατος κ. Σαμαράς ὑπενθυμίζει εἰς τὸ κοινὸν ὅτι ἡ παράστασις θὰ δοθῇ ἀπόψε εἰς τὸ θέατρον μετὰ πάσης ἐπιμελείας καὶ τάξεως, προσκαλεῖ δὲ πάντας τοὺς φίλους νὰ προσέλθωσι.	[16, 1268, 389, 1381]
agent-role: ΓΕΝΙΚΟΣ ΠΡΑΚΤΩΡ	[650, 1156, 922, 1183]
article-subheading: ΣΥΝΗΛΘΟΝ ΧΘΕΣ	[1003, 59, 1164, 78]
metaxa-agent: ΘΕΟΛΟΓΟΥ ΑΠΟΣΤΟΛΙΔΗ	[670, 1449, 902, 1468]
prosfygika-heading: ΠΡΟΣΦΥΓΙΚΑ	[155, 1497, 250, 1512]
column-1	[12, 35, 393, 2576]
store-main: ΨΑΘΙΝΩΝ ΕΠΙΠΛΩΝ	[621, 1757, 951, 1791]
article-body: Ὁ ἀξιολογώτατος κ. Σαμαράς ὑπενθυμίζει εἰς τὸ κοινὸν ὅτι ἡ παράστασις θὰ δοθῇ ἀπόψε εἰς τὸ θέατρον μετὰ πάσης ἐπιμελείας καὶ τάξεως, προσκαλεῖ δὲ πάντας τοὺς φίλους νὰ προσέλθωσι. Ὁ ἀξιολογώτατος κ. Σαμαράς ὑπενθυμίζει εἰς τὸ κοινὸν ὅτι ἡ παράστασις θὰ δοθῇ ἀπόψε εἰς τὸ θέατρον μετὰ πάσης ἐπιμελείας καὶ τάξεως, προσκαλεῖ δὲ πάντας τοὺς φίλους νὰ προσέλθωσι. Ὁ ἀξιολογώτατος κ. Σαμαράς ὑπενθυμίζει εἰς τὸ κοινὸν ὅτι ἡ παράστασις θὰ δοθῇ ἀπόψε εἰς τὸ θέατρον μετὰ πάσης ἐπιμελείας καὶ τάξεως, προσκαλεῖ δὲ πάντας τοὺς φίλους νὰ προσέλθωσι.	[987, 550, 1180, 773]
insurance-year: ΙΔΡΥΘΕΙΣΗΣ ΤΩ 1900	[711, 1251, 861, 1266]
article-body: Ὁ ἀξιολογώτατος κ. Σαμαράς ὑπενθυμίζει εἰς τὸ κοινὸν ὅτι ἡ παράστασις θὰ δοθῇ ἀπόψε εἰς τὸ θέατρον μετὰ πάσης ἐπιμελείας καὶ τάξεως, προσκαλεῖ δὲ πάντας τοὺς φίλους νὰ προσέλθωσι. Ὁ ἀξιολογώτατος κ. Σαμαράς ὑπενθυμίζει εἰς τὸ κοινὸν ὅτι ἡ παράστασις θὰ δοθῇ ἀπόψε εἰς τὸ θέατρον μετὰ πάσης ἐπιμελείας καὶ τάξεως, προσκαλεῖ δὲ πάντας τοὺς φίλους νὰ προσέλθωσι. Ὁ ἀξιολογώτατος κ. Σαμαράς ὑπενθυμίζει εἰς τὸ κοινὸν ὅτι ἡ παράστασις θὰ δοθῇ ἀπόψε εἰς τὸ θέατρον μετὰ πάσης ἐπιμελείας καὶ τάξεως, προσκαλεῖ δὲ πάντας τοὺς φίλους νὰ προσέλθωσι.	[1187, 58, 1381, 281]
wedding-date: Βόλος, τῇ 27ῃ Ἰουλίου 1924	[127, 1668, 278, 1681]
ship-company: ΑΤΜΟΠΛΟΙΑ ΑΔΕΛΦ. ΠΑΝΔΕΛΗ	[1040, 1477, 1328, 1496]
doctor-ad-body: Ὁ ἀξιολογώτατος κ. Σαμαράς ὑπενθυμίζει εἰς τὸ κοινὸν ὅτι ἡ παράστασις θὰ δοθῇ ἀπόψε εἰς τὸ θέατρον μετὰ πάσης ἐπιμελείας καὶ τάξεως, προσκαλεῖ δὲ πάντας τοὺς φίλους νὰ προσέλθωσι.	[401, 1093, 585, 1168]
insurance-company: ΤΗΣ ΑΝΩΝΥΜΟΥ ΑΣΦΑΛΙΣΤΙΚΗΣ ΕΤΑΙΡΕΙΑΣ	[630, 1187, 941, 1202]
article-body: Ὁ ἀξιολογώτατος κ. Σαμαράς ὑπενθυμίζει εἰς τὸ κοινὸν ὅτι ἡ παράστασις θὰ δοθῇ ἀπόψε εἰς τὸ θέατρον μετὰ πάσης ἐπιμελείας καὶ τάξεως, προσκαλεῖ δὲ πάντας τοὺς φίλους νὰ προσέλθωσι. Ὁ ἀξιολογώτατος κ. Σαμαράς ὑπενθυμίζει εἰς τὸ κοινὸν ὅτι ἡ παράστασις θὰ δοθῇ ἀπόψε εἰς τὸ θέατρον μετὰ πάσης ἐπιμελείας καὶ τάξεως, προσκαλεῖ δὲ πάντας τοὺς φίλους νὰ προσέλθωσι. Ὁ ἀξιολογώτατος κ. Σαμαράς ὑπενθυμίζει εἰς τὸ κοινὸν ὅτι ἡ παράστασις θὰ δοθῇ ἀπόψε εἰς τὸ θέατρον μετὰ πάσης ἐπιμελείας καὶ τάξεως, προσκαλεῖ δὲ πάντας τοὺς φίλους νὰ προσέλθωσι.	[597, 767, 783, 992]
article-body: Ὁ ἀξιολογώτατος κ. Σαμαράς ὑπενθυμίζει εἰς τὸ κοινὸν ὅτι ἡ παράστασις θὰ δοθῇ ἀπόψε εἰς τὸ θέατρον μετὰ πάσης ἐπιμελείας καὶ τάξεως, προσκαλεῖ δὲ πάντας τοὺς φίλους νὰ προσέλθωσι. Ὁ ἀξιολογώτατος κ. Σαμαράς ὑπενθυμίζει εἰς τὸ κοινὸν ὅτι ἡ παράστασις θὰ δοθῇ ἀπόψε εἰς τὸ θέατρον μετὰ πάσης ἐπιμελείας καὶ τάξεως, προσκαλεῖ δὲ πάντας τοὺς φίλους νὰ προσέλθωσι. Ὁ ἀξιολογώτατος κ. Σαμαράς ὑπενθυμίζει εἰς τὸ κοινὸν ὅτι ἡ παράστασις θὰ δοθῇ ἀπόψε εἰς τὸ θέατρον μετὰ πάσης ἐπιμελείας καὶ τάξεως, προσκαλεῖ δὲ πάντας τοὺς φίλους νὰ προσέλθωσι.	[16, 339, 389, 450]
article-body: Ὁ ἀξιολογώτατος κ. Σαμαράς ὑπενθυμίζει εἰς τὸ κοινὸν ὅτι ἡ παράστασις θὰ δοθῇ ἀπόψε εἰς τὸ θέατρον μετὰ πάσης ἐπιμελείας καὶ τάξεως, προσκαλεῖ δὲ πάντας τοὺς φίλους νὰ προσέλθωσι. Ὁ ἀξιολογώτατος κ. Σαμαράς ὑπενθυμίζει εἰς τὸ κοινὸν ὅτι ἡ παράστασις θὰ δοθῇ ἀπόψε εἰς τὸ θέατρον μετὰ πάσης ἐπιμελείας καὶ τάξεως, προσκαλεῖ δὲ πάντας τοὺς φίλους νὰ προσέλθωσι. Ὁ ἀξιολογώτατος κ. Σαμαράς ὑπενθυμίζει εἰς τὸ κοινὸν ὅτι ἡ παράστασις θὰ δοθῇ ἀπόψε εἰς τὸ θέατρον μετὰ πάσης ἐπιμελείας καὶ τάξεως, προσκαλεῖ δὲ πάντας τοὺς φίλους νὰ προσέλθωσι.	[987, 304, 1180, 528]
month: ΙΟΥΛΙΟΥ	[259, 148, 370, 176]
notice-date: Ἐν Θεσσαλονίκῃ 30 Ἰουλίου 1924	[402, 1532, 584, 1545]
furniture-ad	[599, 1486, 973, 1827]
weekday: ΠΕΜΠΤΗ	[34, 148, 158, 176]
poem-body: Ὁ ἀξιολογώτατος κ. Σαμαράς ὑπενθυμίζει εἰς τὸ κοινὸν ὅτι ἡ παράστασις θὰ δοθῇ ἀπόψε εἰς τὸ θέατρον μετὰ πάσης ἐπιμελείας καὶ τάξεως, προσκαλεῖ δὲ πάντας τοὺς φίλους νὰ προσέλθωσι. Ὁ ἀξιολογώτατος κ. Σαμαράς ὑπενθυμίζει εἰς τὸ κοινὸν ὅτι ἡ παράστασις θὰ δοθῇ ἀπόψε εἰς τὸ θέατρον μετὰ πάσης ἐπιμελείας καὶ τάξεως, προσκαλεῖ δὲ πάντας τοὺς φίλους νὰ προσέλθωσι. Ὁ ἀξιολογώτατος κ. Σαμαράς ὑπενθυμίζει εἰς τὸ κοινὸν ὅτι ἡ παράστασις θὰ δοθῇ ἀπόψε εἰς τὸ θέατρον μετὰ πάσης ἐπιμελείας καὶ τάξεως, προσκαλεῖ δὲ πάντας τοὺς φίλους νὰ προσέλθωσι.	[16, 2304, 389, 2416]
rail-row: 8.— Μικτή διὰ Δράμας	[16, 1178, 128, 1190]
wedding-name: ΘΩΜΑΣ Θ. ΒΕΡΓΑΔΗΣ	[125, 1631, 279, 1646]
article-body: Ὁ ἀξιολογώτατος κ. Σαμαράς ὑπενθυμίζει εἰς τὸ κοινὸν ὅτι ἡ παράστασις θὰ δοθῇ ἀπόψε εἰς τὸ θέατρον μετὰ πάσης ἐπιμελείας καὶ τάξεως, προσκαλεῖ δὲ πάντας τοὺς φίλους νὰ προσέλθωσι. Ὁ ἀξιολογώτατος κ. Σαμαράς ὑπενθυμίζει εἰς τὸ κοινὸν ὅτι ἡ παράστασις θὰ δοθῇ ἀπόψε εἰς τὸ θέατρον μετὰ πάσης ἐπιμελείας καὶ τάξεως, προσκαλεῖ δὲ πάντας τοὺς φίλους νὰ προσέλθωσι. Ὁ ἀξιολογώτατος κ. Σαμαράς ὑπενθυμίζει εἰς τὸ κοινὸν ὅτι ἡ παράστασις θὰ δοθῇ ἀπόψε εἰς τὸ θέατρον μετὰ πάσης ἐπιμελείας καὶ τάξεως, προσκαλεῖ δὲ πάντας τοὺς φίλους νὰ προσέλθωσι.	[16, 1992, 389, 2104]
insurance-ad	[599, 1111, 973, 1310]
poem-title: Ο ΟΡΟΡΟΣ	[155, 2282, 250, 2301]
